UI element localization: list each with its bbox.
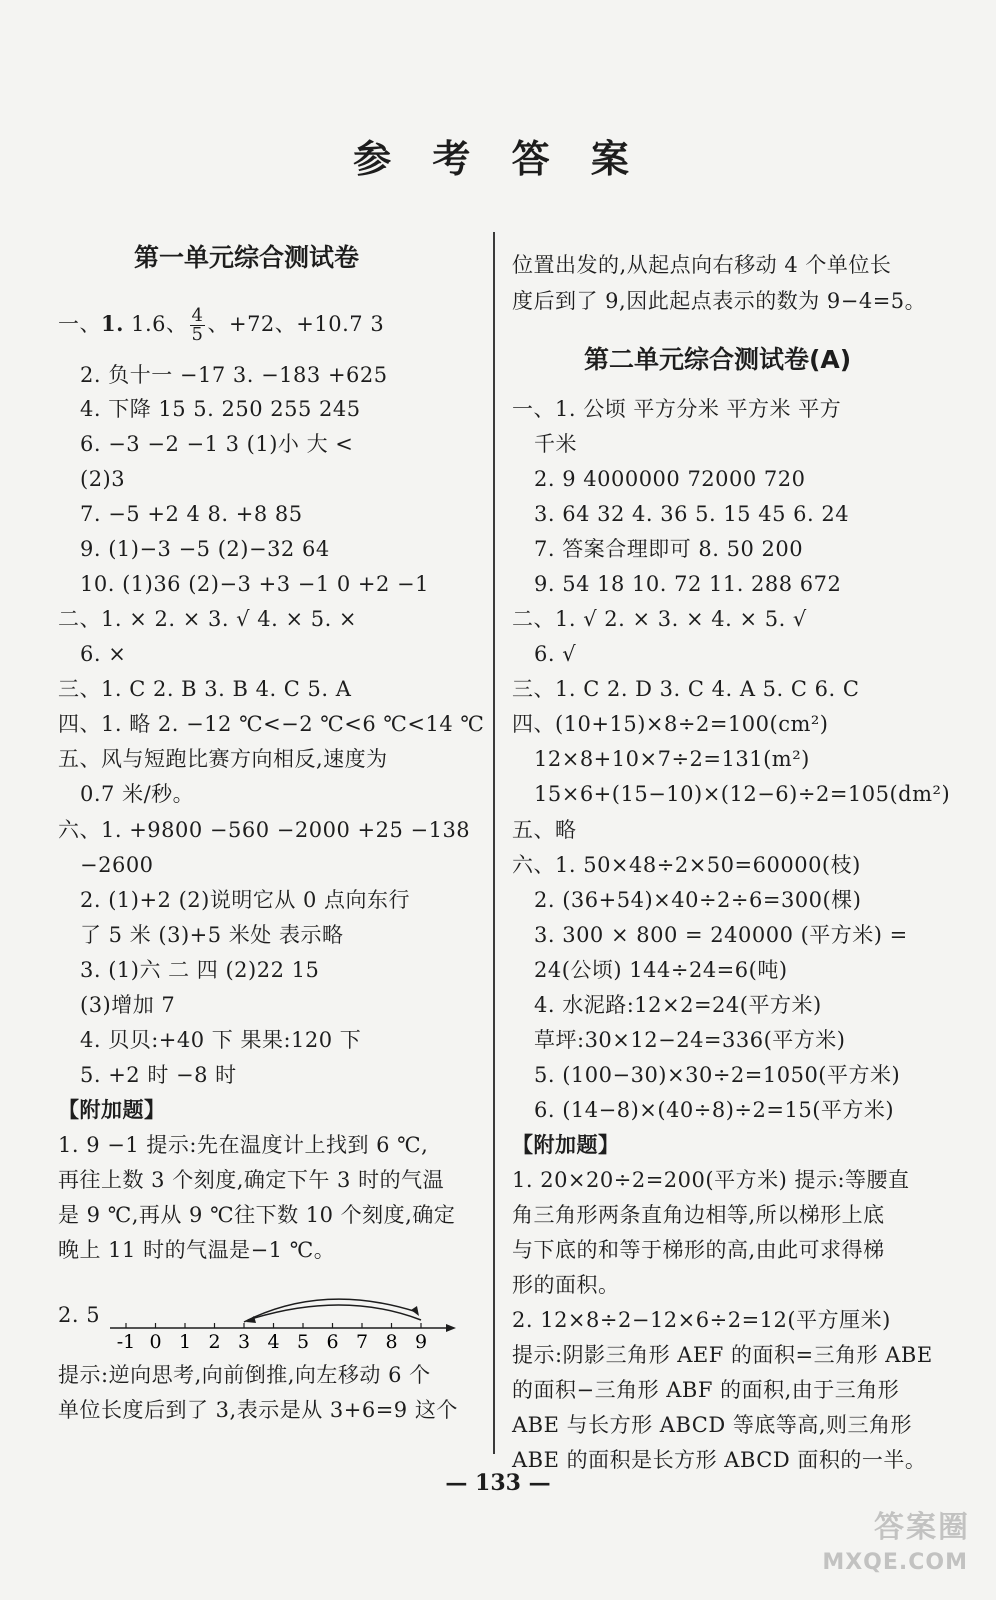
number-line-tick-label: 5 xyxy=(296,1331,310,1353)
answer-line: 的面积−三角形 ABF 的面积,由于三角形 xyxy=(512,1378,900,1402)
answer-line: 2. (1)+2 (2)说明它从 0 点向东行 xyxy=(80,888,411,912)
answer-line: 9. 54 18 10. 72 11. 288 672 xyxy=(534,572,842,596)
answer-line: 9. (1)−3 −5 (2)−32 64 xyxy=(80,537,330,561)
answer-line: 5. +2 时 −8 时 xyxy=(80,1063,237,1087)
answer-line: 15×6+(15−10)×(12−6)÷2=105(dm²) xyxy=(534,782,951,806)
answer-line: 2. 12×8÷2−12×6÷2=12(平方厘米) xyxy=(512,1308,891,1332)
answer-line: 4. 下降 15 5. 250 255 245 xyxy=(80,397,361,421)
answer-line: 六、1. 50×48÷2×50=60000(枝) xyxy=(512,853,861,877)
answer-line: 2. 负十一 −17 3. −183 +625 xyxy=(80,363,388,387)
move-left-arc xyxy=(248,1305,421,1320)
answer-line: 2. 5 xyxy=(58,1303,101,1327)
answer-line: 单位长度后到了 3,表示是从 3+6=9 这个 xyxy=(58,1398,458,1422)
answer-line: 12×8+10×7÷2=131(m²) xyxy=(534,747,810,771)
watermark-logo xyxy=(748,1502,978,1574)
answer-line: 4. 贝贝:+40 下 果果:120 下 xyxy=(80,1028,362,1052)
answer-line: 六、1. +9800 −560 −2000 +25 −138 xyxy=(58,818,471,842)
number-line-tick-label: 7 xyxy=(355,1331,369,1353)
answer-line: (2)3 xyxy=(80,467,126,491)
answer-line: 度后到了 9,因此起点表示的数为 9−4=5。 xyxy=(512,289,927,313)
answer-line: 三、1. C 2. B 3. B 4. C 5. A xyxy=(58,677,352,701)
answer-line: 10. (1)36 (2)−3 +3 −1 0 +2 −1 xyxy=(80,572,429,596)
answer-line: 6. √ xyxy=(534,642,577,666)
number-line-tick-label: 9 xyxy=(414,1331,428,1353)
number-line-tick-label: 8 xyxy=(385,1331,398,1353)
answer-line-1 xyxy=(58,306,384,344)
watermark-url: MXQE.COM xyxy=(822,1550,968,1575)
answer-line: 位置出发的,从起点向右移动 4 个单位长 xyxy=(512,253,892,277)
answer-line: 3. 64 32 4. 36 5. 15 45 6. 24 xyxy=(534,502,850,526)
answer-line: 24(公顷) 144÷24=6(吨) xyxy=(534,958,788,982)
answer-line: −2600 xyxy=(80,853,154,877)
answer-line: 2. (36+54)×40÷2÷6=300(棵) xyxy=(534,888,862,912)
answer-line: 千米 xyxy=(534,432,577,456)
answer-text: 、+72、+10.7 3 xyxy=(207,312,385,336)
answer-line: 再往上数 3 个刻度,确定下午 3 时的气温 xyxy=(58,1168,445,1192)
answer-line: 提示:逆向思考,向前倒推,向左移动 6 个 xyxy=(58,1363,431,1387)
number-line-tick-label: 4 xyxy=(267,1331,280,1353)
number-line-tick-label: 6 xyxy=(326,1331,339,1353)
fraction xyxy=(190,307,206,344)
section-heading-unit2: 第二单元综合测试卷(A) xyxy=(584,345,852,374)
number-line-tick-label: 0 xyxy=(149,1331,162,1353)
answer-line: ABE 与长方形 ABCD 等底等高,则三角形 xyxy=(512,1413,913,1437)
answer-line: 1. 9 −1 提示:先在温度计上找到 6 ℃, xyxy=(58,1133,429,1157)
answer-line: 3. (1)六 二 四 (2)22 15 xyxy=(80,958,320,982)
answer-line: 4. 水泥路:12×2=24(平方米) xyxy=(534,993,822,1017)
number-line-tick-label: -1 xyxy=(116,1331,136,1353)
answer-line: 二、1. √ 2. × 3. × 4. × 5. √ xyxy=(512,607,807,631)
answer-line: 6. × xyxy=(80,642,127,666)
column-divider xyxy=(493,232,495,1454)
answer-line: 四、1. 略 2. −12 ℃<−2 ℃<6 ℃<14 ℃ xyxy=(58,712,485,736)
item-number: 1. xyxy=(101,311,124,336)
answer-line: 一、1. 公顷 平方分米 平方米 平方 xyxy=(512,397,842,421)
number-line-tick-label: 1 xyxy=(178,1331,192,1353)
number-line-tick-label: 2 xyxy=(208,1331,221,1353)
answer-line: 角三角形两条直角边相等,所以梯形上底 xyxy=(512,1203,885,1227)
answer-line: 是 9 ℃,再从 9 ℃往下数 10 个刻度,确定 xyxy=(58,1203,456,1227)
answer-line: 五、风与短跑比赛方向相反,速度为 xyxy=(58,747,388,771)
answer-line: 与下底的和等于梯形的高,由此可求得梯 xyxy=(512,1238,885,1262)
answer-line: 1. 20×20÷2=200(平方米) 提示:等腰直 xyxy=(512,1168,910,1192)
answer-line: 7. −5 +2 4 8. +8 85 xyxy=(80,502,303,526)
answer-line: (3)增加 7 xyxy=(80,993,176,1017)
page-title: 参 考 答 案 xyxy=(353,137,643,181)
answer-line: 3. 300 × 800 = 240000 (平方米) = xyxy=(534,923,908,947)
answer-line: 五、略 xyxy=(512,818,577,842)
answer-text: 1.6、 xyxy=(123,312,188,336)
page-number: — 133 — xyxy=(445,1470,551,1496)
fraction-denominator: 5 xyxy=(191,324,204,345)
answer-line: 了 5 米 (3)+5 米处 表示略 xyxy=(80,923,344,947)
answer-line: 6. −3 −2 −1 3 (1)小 大 < xyxy=(80,432,354,456)
answer-line: ABE 的面积是长方形 ABCD 面积的一半。 xyxy=(512,1448,927,1472)
axis-arrow-icon xyxy=(446,1324,456,1332)
fraction-numerator: 4 xyxy=(191,305,204,326)
answer-line: 6. (14−8)×(40÷8)÷2=15(平方米) xyxy=(534,1098,895,1122)
answer-line: 0.7 米/秒。 xyxy=(80,782,195,806)
answer-line: 形的面积。 xyxy=(512,1273,620,1297)
answer-line: 5. (100−30)×30÷2=1050(平方米) xyxy=(534,1063,901,1087)
number-line-tick-label: 3 xyxy=(237,1331,251,1353)
answer-line: 二、1. × 2. × 3. √ 4. × 5. × xyxy=(58,607,358,631)
answer-line: 四、(10+15)×8÷2=100(cm²) xyxy=(512,712,829,736)
watermark-logo-text: 答案圈 xyxy=(874,1510,970,1545)
answer-line: 提示:阴影三角形 AEF 的面积=三角形 ABE xyxy=(512,1343,933,1367)
bonus-heading: 【附加题】 xyxy=(58,1097,166,1122)
answer-line: 三、1. C 2. D 3. C 4. A 5. C 6. C xyxy=(512,677,860,701)
bonus-heading: 【附加题】 xyxy=(512,1132,620,1157)
answer-line: 7. 答案合理即可 8. 50 200 xyxy=(534,537,804,561)
answer-line: 晚上 11 时的气温是−1 ℃。 xyxy=(58,1238,336,1262)
answer-line: 2. 9 4000000 72000 720 xyxy=(534,467,806,491)
section-label: 一、 xyxy=(58,312,101,336)
section-heading-unit1: 第一单元综合测试卷 xyxy=(134,243,360,272)
answer-line: 草坪:30×12−24=336(平方米) xyxy=(534,1028,846,1052)
number-line-diagram xyxy=(110,1296,456,1356)
